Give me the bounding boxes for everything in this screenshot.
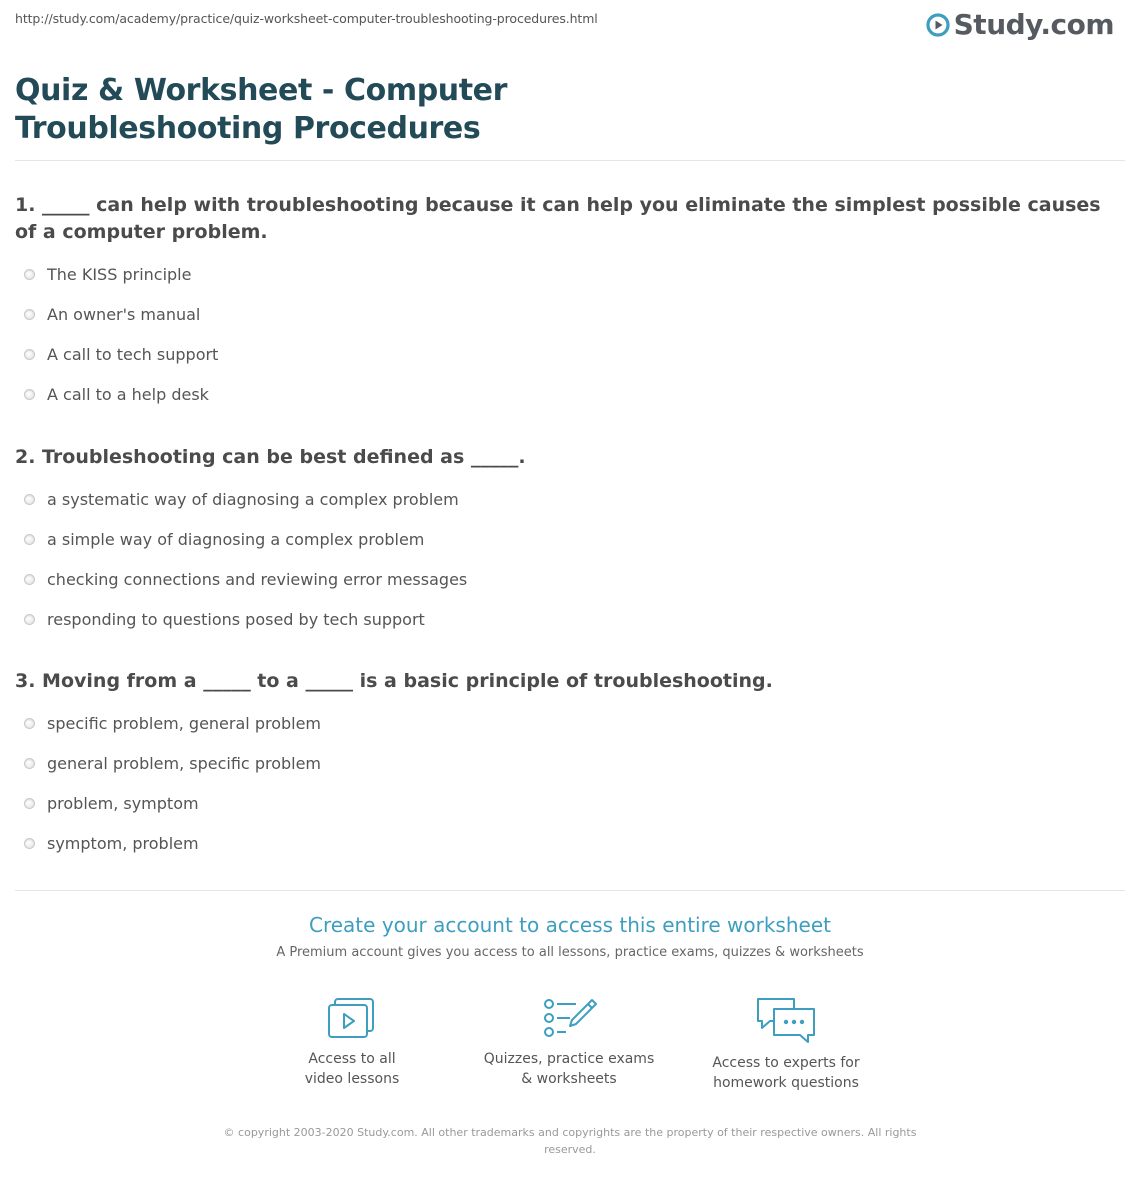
feature-label-line: homework questions [713,1075,859,1091]
radio-button[interactable] [24,534,35,545]
option-label: a systematic way of diagnosing a complex problem [47,489,459,509]
radio-button[interactable] [24,309,35,320]
radio-button[interactable] [24,269,35,280]
feature-label-line: Access to experts for [712,1055,860,1071]
answer-option[interactable] [15,374,1105,414]
video-lessons-icon [325,995,379,1041]
quiz-checklist-icon [540,995,598,1041]
answer-option[interactable] [15,254,1105,294]
premium-features [0,995,1140,1105]
answer-option[interactable] [15,783,1105,823]
question-text: 1. _____ can help with troubleshooting because it can help you eliminate the simplest possible causes of a computer problem. [15,194,1101,243]
radio-button[interactable] [24,494,35,505]
option-label: A call to a help desk [47,384,209,404]
answer-option[interactable] [15,334,1105,374]
answer-option[interactable] [15,519,1105,559]
radio-button[interactable] [24,389,35,400]
answer-option[interactable] [15,479,1105,519]
option-label: responding to questions posed by tech support [47,609,425,629]
chat-bubbles-icon [754,995,818,1045]
question-text: 3. Moving from a _____ to a _____ is a basic principle of troubleshooting. [15,670,773,692]
option-label: A call to tech support [47,344,219,364]
answer-options [15,479,1105,639]
radio-button[interactable] [24,838,35,849]
option-label: checking connections and reviewing error messages [47,569,468,589]
answer-option[interactable] [15,703,1105,743]
radio-button[interactable] [24,349,35,360]
question-text: 2. Troubleshooting can be best defined as _____. [15,446,526,468]
feature-quizzes [474,995,664,1089]
radio-button[interactable] [24,574,35,585]
option-label: general problem, specific problem [47,753,322,773]
feature-label-line: Access to all [308,1051,396,1067]
option-label: specific problem, general problem [47,713,322,733]
logo-text: Study.com [953,8,1114,41]
feature-label-line: & worksheets [521,1071,617,1087]
feature-video-lessons [257,995,447,1089]
create-account-link[interactable]: Create your account to access this entire worksheet [309,913,831,937]
question-3 [15,668,1105,863]
answer-options [15,703,1105,863]
answer-option[interactable] [15,743,1105,783]
answer-option[interactable] [15,599,1105,639]
divider [15,890,1125,891]
copyright-footer: © copyright 2003-2020 Study.com. All other trademarks and copyrights are the property of their respective owners. All rights reserved. [223,1126,917,1156]
option-label: problem, symptom [47,793,199,813]
radio-button[interactable] [24,758,35,769]
radio-button[interactable] [24,718,35,729]
play-circle-icon [926,13,950,37]
question-1 [15,192,1105,414]
answer-option[interactable] [15,294,1105,334]
option-label: The KISS principle [47,264,192,284]
answer-options [15,254,1105,414]
answer-option[interactable] [15,559,1105,599]
feature-label-line: video lessons [304,1071,400,1087]
option-label: An owner's manual [47,304,201,324]
divider [15,160,1125,161]
feature-experts [691,995,881,1093]
option-label: symptom, problem [47,833,199,853]
answer-option[interactable] [15,823,1105,863]
premium-description: A Premium account gives you access to all lessons, practice exams, quizzes & worksheets [276,945,864,960]
option-label: a simple way of diagnosing a complex problem [47,529,425,549]
page-url: http://study.com/academy/practice/quiz-worksheet-computer-troubleshooting-procedures.html [15,11,598,26]
radio-button[interactable] [24,798,35,809]
page-title: Quiz & Worksheet - Computer Troubleshooting Procedures [15,73,508,146]
study-logo[interactable] [926,8,1114,41]
radio-button[interactable] [24,614,35,625]
feature-label-line: Quizzes, practice exams [483,1051,655,1067]
question-2 [15,444,1105,639]
